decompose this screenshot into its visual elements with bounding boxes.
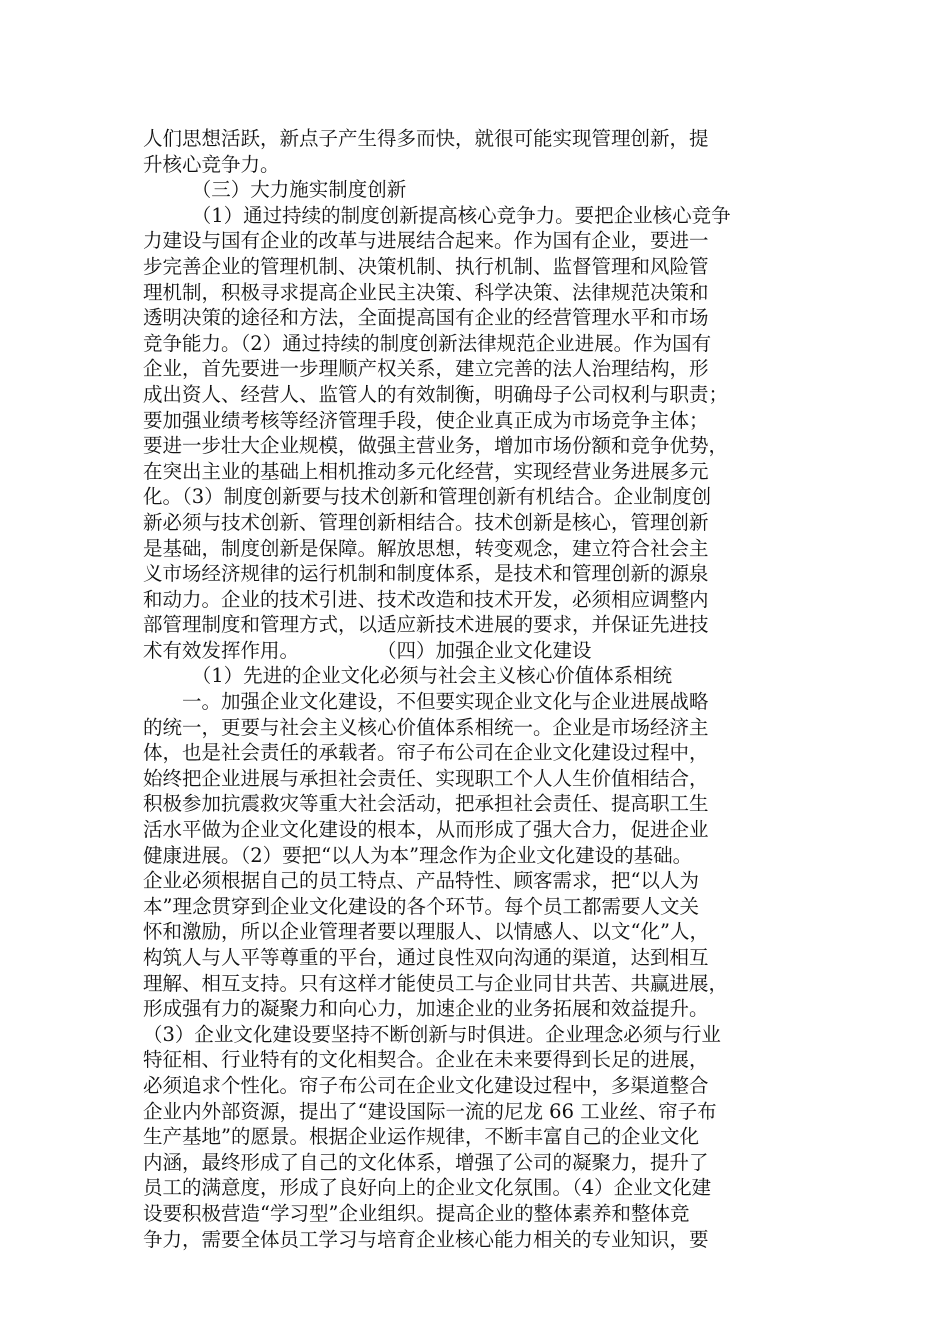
text-line: 升核心竞争力。 xyxy=(143,152,280,176)
text-line: 必须追求个性化。帘子布公司在企业文化建设过程中，多渠道整合 xyxy=(143,1073,709,1097)
text-line: 形成强有力的凝聚力和向心力，加速企业的业务拓展和效益提升。 xyxy=(143,997,709,1021)
text-line: 要加强业绩考核等经济管理手段，使企业真正成为市场竞争主体； xyxy=(143,408,709,432)
text-line: 的统一，更要与社会主义核心价值体系相统一。企业是市场经济主 xyxy=(143,715,709,739)
text-line: 健康进展。（2）要把“以人为本”理念作为企业文化建设的基础。 xyxy=(143,843,693,867)
text-line: 理机制，积极寻求提高企业民主决策、科学决策、法律规范决策和 xyxy=(143,280,709,304)
text-line: 构筑人与人平等尊重的平台，通过良性双向沟通的渠道，达到相互 xyxy=(143,946,709,969)
text-line: 人们思想活跃，新点子产生得多而快，就很可能实现管理创新，提 xyxy=(143,127,709,150)
text-line: 本”理念贯穿到企业文化建设的各个环节。每个员工都需要人文关 xyxy=(143,894,699,918)
text-line: （3）企业文化建设要坚持不断创新与时俱进。企业理念必须与行业 xyxy=(143,1022,721,1046)
text-line: 成出资人、经营人、监管人的有效制衡，明确母子公司权利与职责； xyxy=(143,382,729,406)
text-line: 企业必须根据自己的员工特点、产品特性、顾客需求，把“以人为 xyxy=(143,869,699,893)
text-line: 企业，首先要进一步理顺产权关系，建立完善的法人治理结构，形 xyxy=(143,357,709,381)
text-line: 内涵，最终形成了自己的文化体系，增强了公司的凝聚力，提升了 xyxy=(143,1150,709,1174)
text-line: 体，也是社会责任的承载者。帘子布公司在企业文化建设过程中， xyxy=(143,741,709,765)
text-line: 力建设与国有企业的改革与进展结合起来。作为国有企业，要进一 xyxy=(143,229,709,253)
text-line: 化。（3）制度创新要与技术创新和管理创新有机结合。企业制度创 xyxy=(143,485,712,509)
text-line: 怀和激励，所以企业管理者要以理服人、以情感人、以文“化”人， xyxy=(143,920,709,944)
text-line: 一。加强企业文化建设，不但要实现企业文化与企业进展战略 xyxy=(143,690,709,714)
text-line: 生产基地”的愿景。根据企业运作规律，不断丰富自己的企业文化 xyxy=(143,1125,699,1149)
text-line: （1）先进的企业文化必须与社会主义核心价值体系相统 xyxy=(143,664,673,688)
text-line: 始终把企业进展与承担社会责任、实现职工个人人生价值相结合， xyxy=(143,766,709,790)
text-line: 活水平做为企业文化建设的根本，从而形成了强大合力，促进企业 xyxy=(143,818,709,842)
text-line: 特征相、行业特有的文化相契合。企业在未来要得到长足的进展， xyxy=(143,1048,709,1072)
text-line: 新必须与技术创新、管理创新相结合。技术创新是核心，管理创新 xyxy=(143,510,709,534)
text-line: 是基础，制度创新是保障。解放思想，转变观念，建立符合社会主 xyxy=(143,536,709,560)
text-line: 部管理制度和管理方式，以适应新技术进展的要求，并保证先进技 xyxy=(143,613,709,637)
section-heading: 术有效发挥作用。 （四）加强企业文化建设 xyxy=(143,638,592,662)
text-line: 理解、相互支持。只有这样才能使员工与企业同甘共苦、共赢进展， xyxy=(143,971,729,995)
text-line: 在突出主业的基础上相机推动多元化经营，实现经营业务进展多元 xyxy=(143,459,709,483)
text-line: 积极参加抗震救灾等重大社会活动，把承担社会责任、提高职工生 xyxy=(143,792,709,816)
text-line: 要进一步壮大企业规模，做强主营业务，增加市场份额和竞争优势， xyxy=(143,434,729,458)
text-line: 透明决策的途径和方法，全面提高国有企业的经营管理水平和市场 xyxy=(143,306,709,330)
text-line: 和动力。企业的技术引进、技术改造和技术开发，必须相应调整内 xyxy=(143,587,709,611)
text-line: 设要积极营造“学习型”企业组织。提高企业的整体素养和整体竞 xyxy=(143,1201,690,1225)
body-text xyxy=(143,126,823,1252)
text-line: 员工的满意度，形成了良好向上的企业文化氛围。（4）企业文化建 xyxy=(143,1176,712,1200)
text-line: 企业内外部资源，提出了“建设国际一流的尼龙 66 工业丝、帘子布 xyxy=(143,1099,717,1123)
text-line: 步完善企业的管理机制、决策机制、执行机制、监督管理和风险管 xyxy=(143,254,709,278)
section-heading: （三）大力施实制度创新 xyxy=(143,178,407,202)
text-line: 竞争能力。（2）通过持续的制度创新法律规范企业进展。作为国有 xyxy=(143,331,712,355)
text-line: 义市场经济规律的运行机制和制度体系，是技术和管理创新的源泉 xyxy=(143,562,709,586)
text-line: （1）通过持续的制度创新提高核心竞争力。要把企业核心竞争 xyxy=(143,203,731,227)
text-line: 争力，需要全体员工学习与培育企业核心能力相关的专业知识，要 xyxy=(143,1227,709,1251)
